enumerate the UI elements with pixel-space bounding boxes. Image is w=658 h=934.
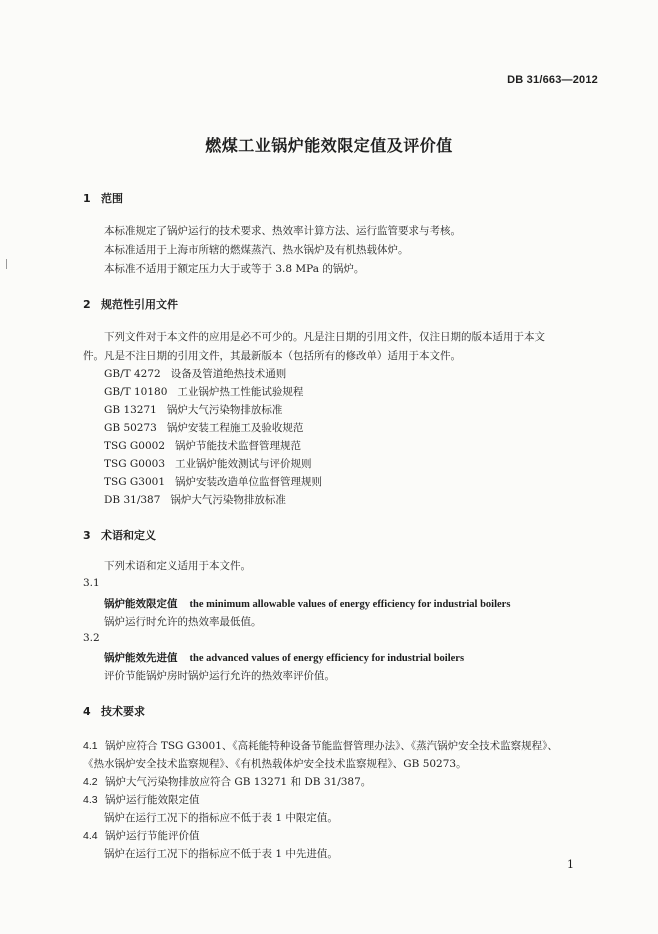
section-1-line: 本标准规定了锅炉运行的技术要求、热效率计算方法、运行监管要求与考核。 [104, 225, 461, 237]
requirement-continuation: 《热水锅炉安全技术监察规程》、《有机热载体炉安全技术监察规程》、GB 50273。 [83, 758, 467, 770]
requirement-body: 锅炉在运行工况下的指标应不低于表 1 中先进值。 [104, 848, 338, 860]
term-number: 3.1 [83, 577, 100, 589]
reference-item: GB 13271 锅炉大气污染物排放标准 [104, 404, 283, 416]
requirement-item: 4.3 锅炉运行能效限定值 [83, 794, 200, 806]
reference-item: GB/T 4272 设备及管道绝热技术通则 [104, 368, 287, 380]
reference-item: TSG G3001 锅炉安装改造单位监督管理规则 [104, 476, 323, 488]
reference-item: TSG G0002 锅炉节能技术监督管理规范 [104, 440, 302, 452]
document-title: 燃煤工业锅炉能效限定值及评价值 [205, 136, 453, 155]
term-heading: 锅炉能效先进值 the advanced values of energy efficiency for industrial boilers [104, 652, 465, 664]
term-definition: 评价节能锅炉房时锅炉运行允许的热效率评价值。 [104, 670, 335, 682]
requirement-item: 4.1 锅炉应符合 TSG G3001、《高耗能特种设备节能监督管理办法》、《蒸汽锅炉安全技术监察规程》、 [83, 740, 558, 752]
reference-item: GB/T 10180 工业锅炉热工性能试验规程 [104, 386, 304, 398]
section-3-heading: 3 术语和定义 [83, 529, 156, 542]
standard-number: DB 31/663—2012 [507, 74, 598, 86]
scan-mark [6, 259, 7, 269]
requirement-item: 4.4 锅炉运行节能评价值 [83, 830, 200, 842]
reference-item: GB 50273 锅炉安装工程施工及验收规范 [104, 422, 304, 434]
section-3-intro: 下列术语和定义适用于本文件。 [104, 560, 251, 572]
section-1-line: 本标准不适用于额定压力大于或等于 3.8 MPa 的锅炉。 [104, 263, 365, 275]
section-1-line: 本标准适用于上海市所辖的燃煤蒸汽、热水锅炉及有机热载体炉。 [104, 244, 409, 256]
section-4-heading: 4 技术要求 [83, 705, 145, 718]
term-heading: 锅炉能效限定值 the minimum allowable values of energy efficiency for industrial boilers [104, 598, 511, 610]
term-number: 3.2 [83, 632, 100, 644]
reference-item: DB 31/387 锅炉大气污染物排放标准 [104, 494, 286, 506]
section-1-heading: 1 范围 [83, 192, 123, 205]
requirement-body: 锅炉在运行工况下的指标应不低于表 1 中限定值。 [104, 812, 338, 824]
page-number: 1 [567, 858, 574, 871]
section-2-intro: 下列文件对于本文件的应用是必不可少的。凡是注日期的引用文件，仅注日期的版本适用于本文 [104, 331, 545, 343]
term-definition: 锅炉运行时允许的热效率最低值。 [104, 616, 262, 628]
section-2-heading: 2 规范性引用文件 [83, 298, 178, 311]
requirement-item: 4.2 锅炉大气污染物排放应符合 GB 13271 和 DB 31/387。 [83, 776, 372, 788]
section-2-intro: 件。凡是不注日期的引用文件，其最新版本（包括所有的修改单）适用于本文件。 [83, 350, 461, 362]
reference-item: TSG G0003 工业锅炉能效测试与评价规则 [104, 458, 312, 470]
